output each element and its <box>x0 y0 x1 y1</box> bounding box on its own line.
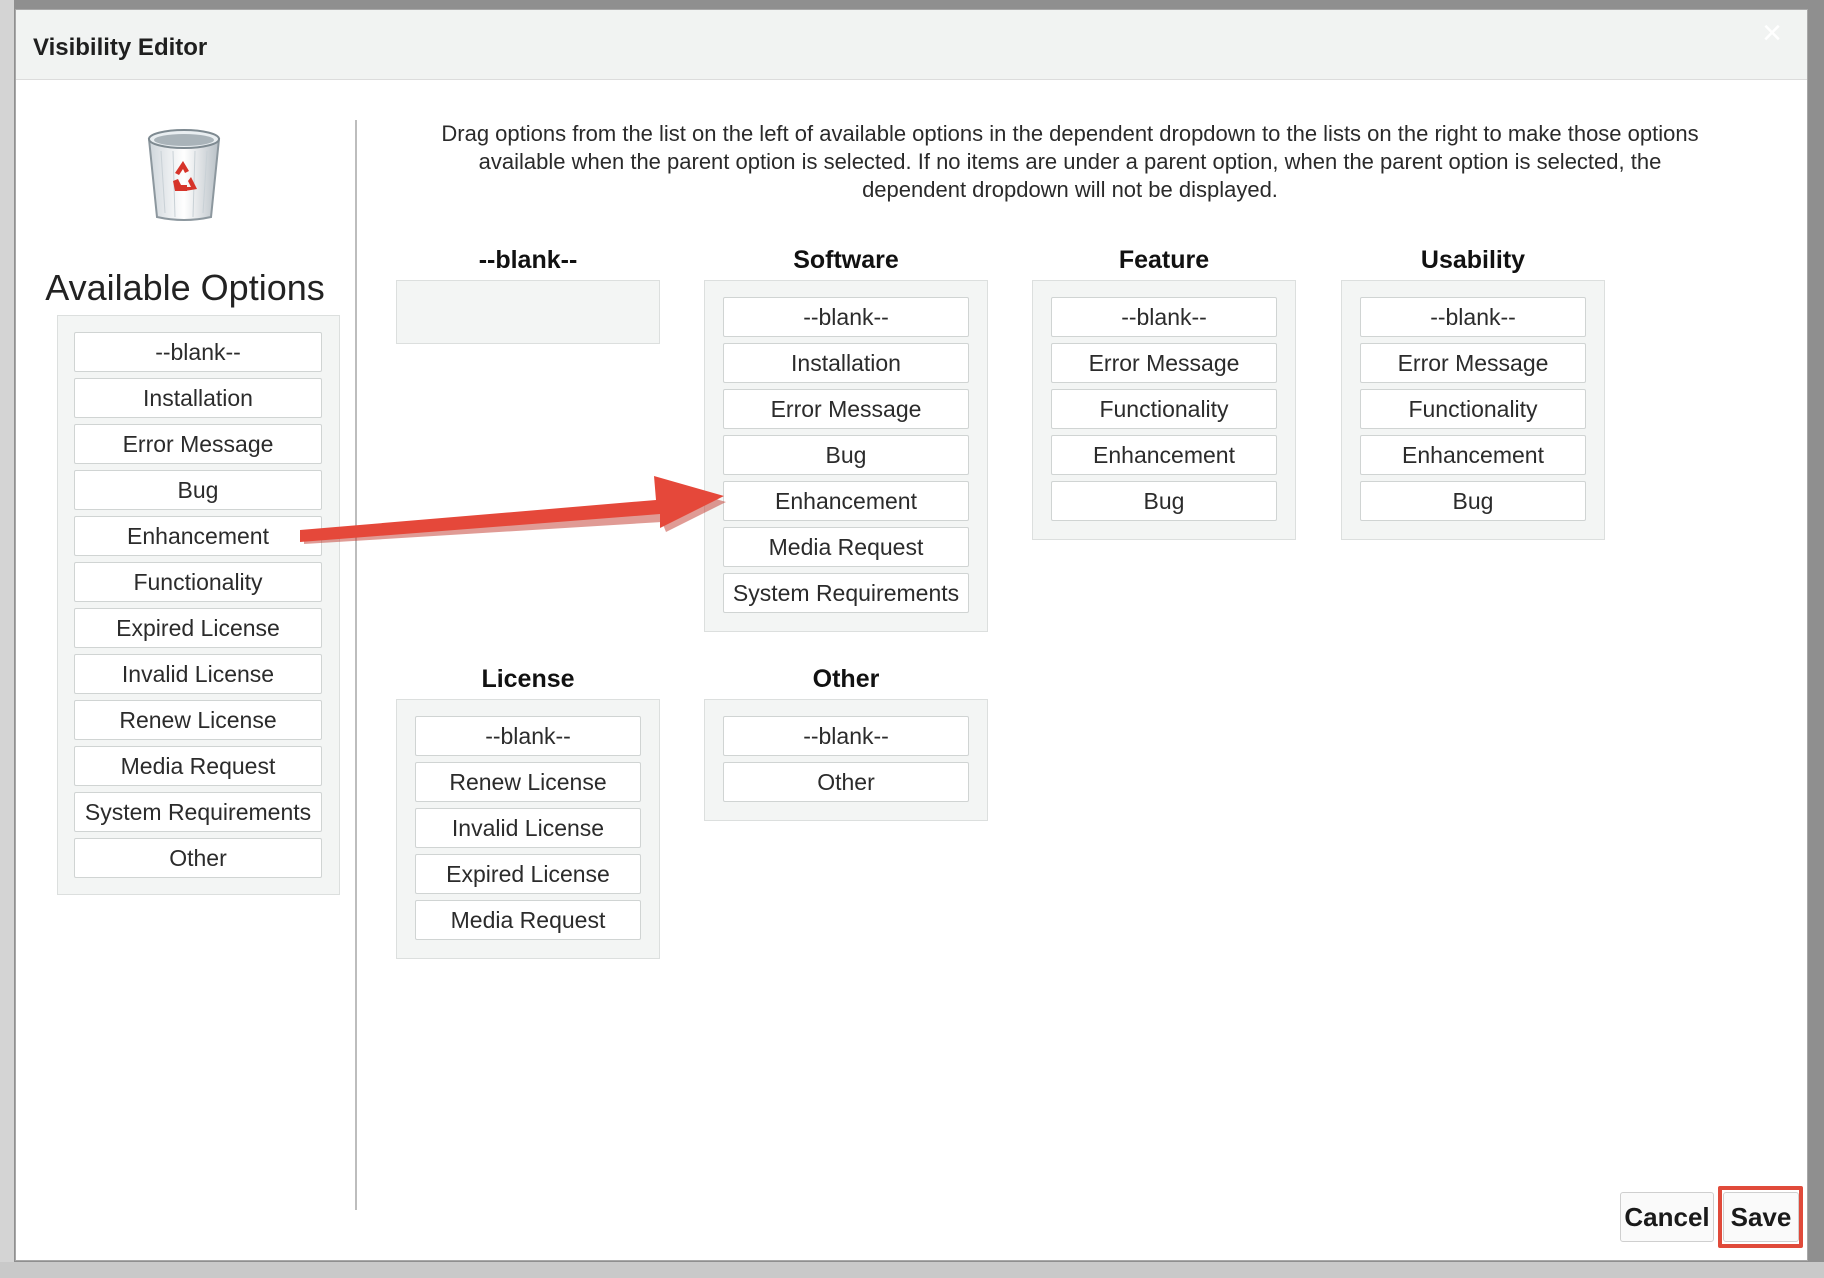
dependent-option[interactable]: Media Request <box>415 900 641 940</box>
available-option[interactable]: Error Message <box>74 424 322 464</box>
dependent-option[interactable]: --blank-- <box>1360 297 1586 337</box>
dependent-option[interactable]: --blank-- <box>723 297 969 337</box>
parent-option-title: License <box>481 665 575 693</box>
parent-option-title: Feature <box>1118 246 1210 274</box>
modal-title: Visibility Editor <box>33 34 208 61</box>
available-option[interactable]: System Requirements <box>74 792 322 832</box>
available-option[interactable]: Bug <box>74 470 322 510</box>
available-option[interactable]: Renew License <box>74 700 322 740</box>
available-option[interactable]: Installation <box>74 378 322 418</box>
background-page-edge <box>0 0 14 1278</box>
instructions-text: Drag options from the list on the left of available options in the dependent dropdown to the lists on the right to make those options available when the parent option is selected. If no items are under a parent option, when the parent option is selected, the dependent dropdown will not be displayed. <box>441 121 1699 202</box>
dependent-option[interactable]: System Requirements <box>723 573 969 613</box>
available-option[interactable]: Media Request <box>74 746 322 786</box>
dependent-option[interactable]: Functionality <box>1360 389 1586 429</box>
dependent-option[interactable]: Enhancement <box>1051 435 1277 475</box>
parent-option-title: --blank-- <box>478 246 578 274</box>
dependent-option[interactable]: Enhancement <box>1360 435 1586 475</box>
background-page-bottom <box>0 1262 1824 1278</box>
parent-option-title: Usability <box>1420 246 1526 274</box>
available-option[interactable]: Functionality <box>74 562 322 602</box>
parent-option-dropzone[interactable] <box>396 280 660 344</box>
save-button[interactable]: Save <box>1723 1192 1799 1242</box>
dependent-option[interactable]: Bug <box>723 435 969 475</box>
parent-option-title: Other <box>812 665 880 693</box>
dependent-option[interactable]: Other <box>723 762 969 802</box>
available-option[interactable]: --blank-- <box>74 332 322 372</box>
dependent-option[interactable]: Error Message <box>1360 343 1586 383</box>
dependent-option[interactable]: Media Request <box>723 527 969 567</box>
dependent-option[interactable]: Expired License <box>415 854 641 894</box>
available-option[interactable]: Expired License <box>74 608 322 648</box>
save-highlight-box <box>1718 1186 1803 1248</box>
cancel-button[interactable]: Cancel <box>1620 1192 1714 1242</box>
available-option[interactable]: Enhancement <box>74 516 322 556</box>
dependent-option[interactable]: Installation <box>723 343 969 383</box>
dependent-option[interactable]: Bug <box>1360 481 1586 521</box>
dependent-option[interactable]: Enhancement <box>723 481 969 521</box>
dependent-option[interactable]: Invalid License <box>415 808 641 848</box>
panel-divider <box>355 120 357 1210</box>
dependent-option[interactable]: --blank-- <box>415 716 641 756</box>
dependent-option[interactable]: Bug <box>1051 481 1277 521</box>
available-option[interactable]: Other <box>74 838 322 878</box>
close-icon[interactable]: × <box>1762 14 1782 52</box>
modal-header <box>16 10 1807 80</box>
dependent-option[interactable]: Error Message <box>1051 343 1277 383</box>
available-options-title: Available Options <box>45 267 325 308</box>
dependent-option[interactable]: Renew License <box>415 762 641 802</box>
dependent-option[interactable]: Error Message <box>723 389 969 429</box>
available-option[interactable]: Invalid License <box>74 654 322 694</box>
parent-option-title: Software <box>793 246 899 274</box>
dependent-option[interactable]: Functionality <box>1051 389 1277 429</box>
recycle-bin-icon[interactable] <box>145 125 223 223</box>
dependent-option[interactable]: --blank-- <box>723 716 969 756</box>
dependent-option[interactable]: --blank-- <box>1051 297 1277 337</box>
